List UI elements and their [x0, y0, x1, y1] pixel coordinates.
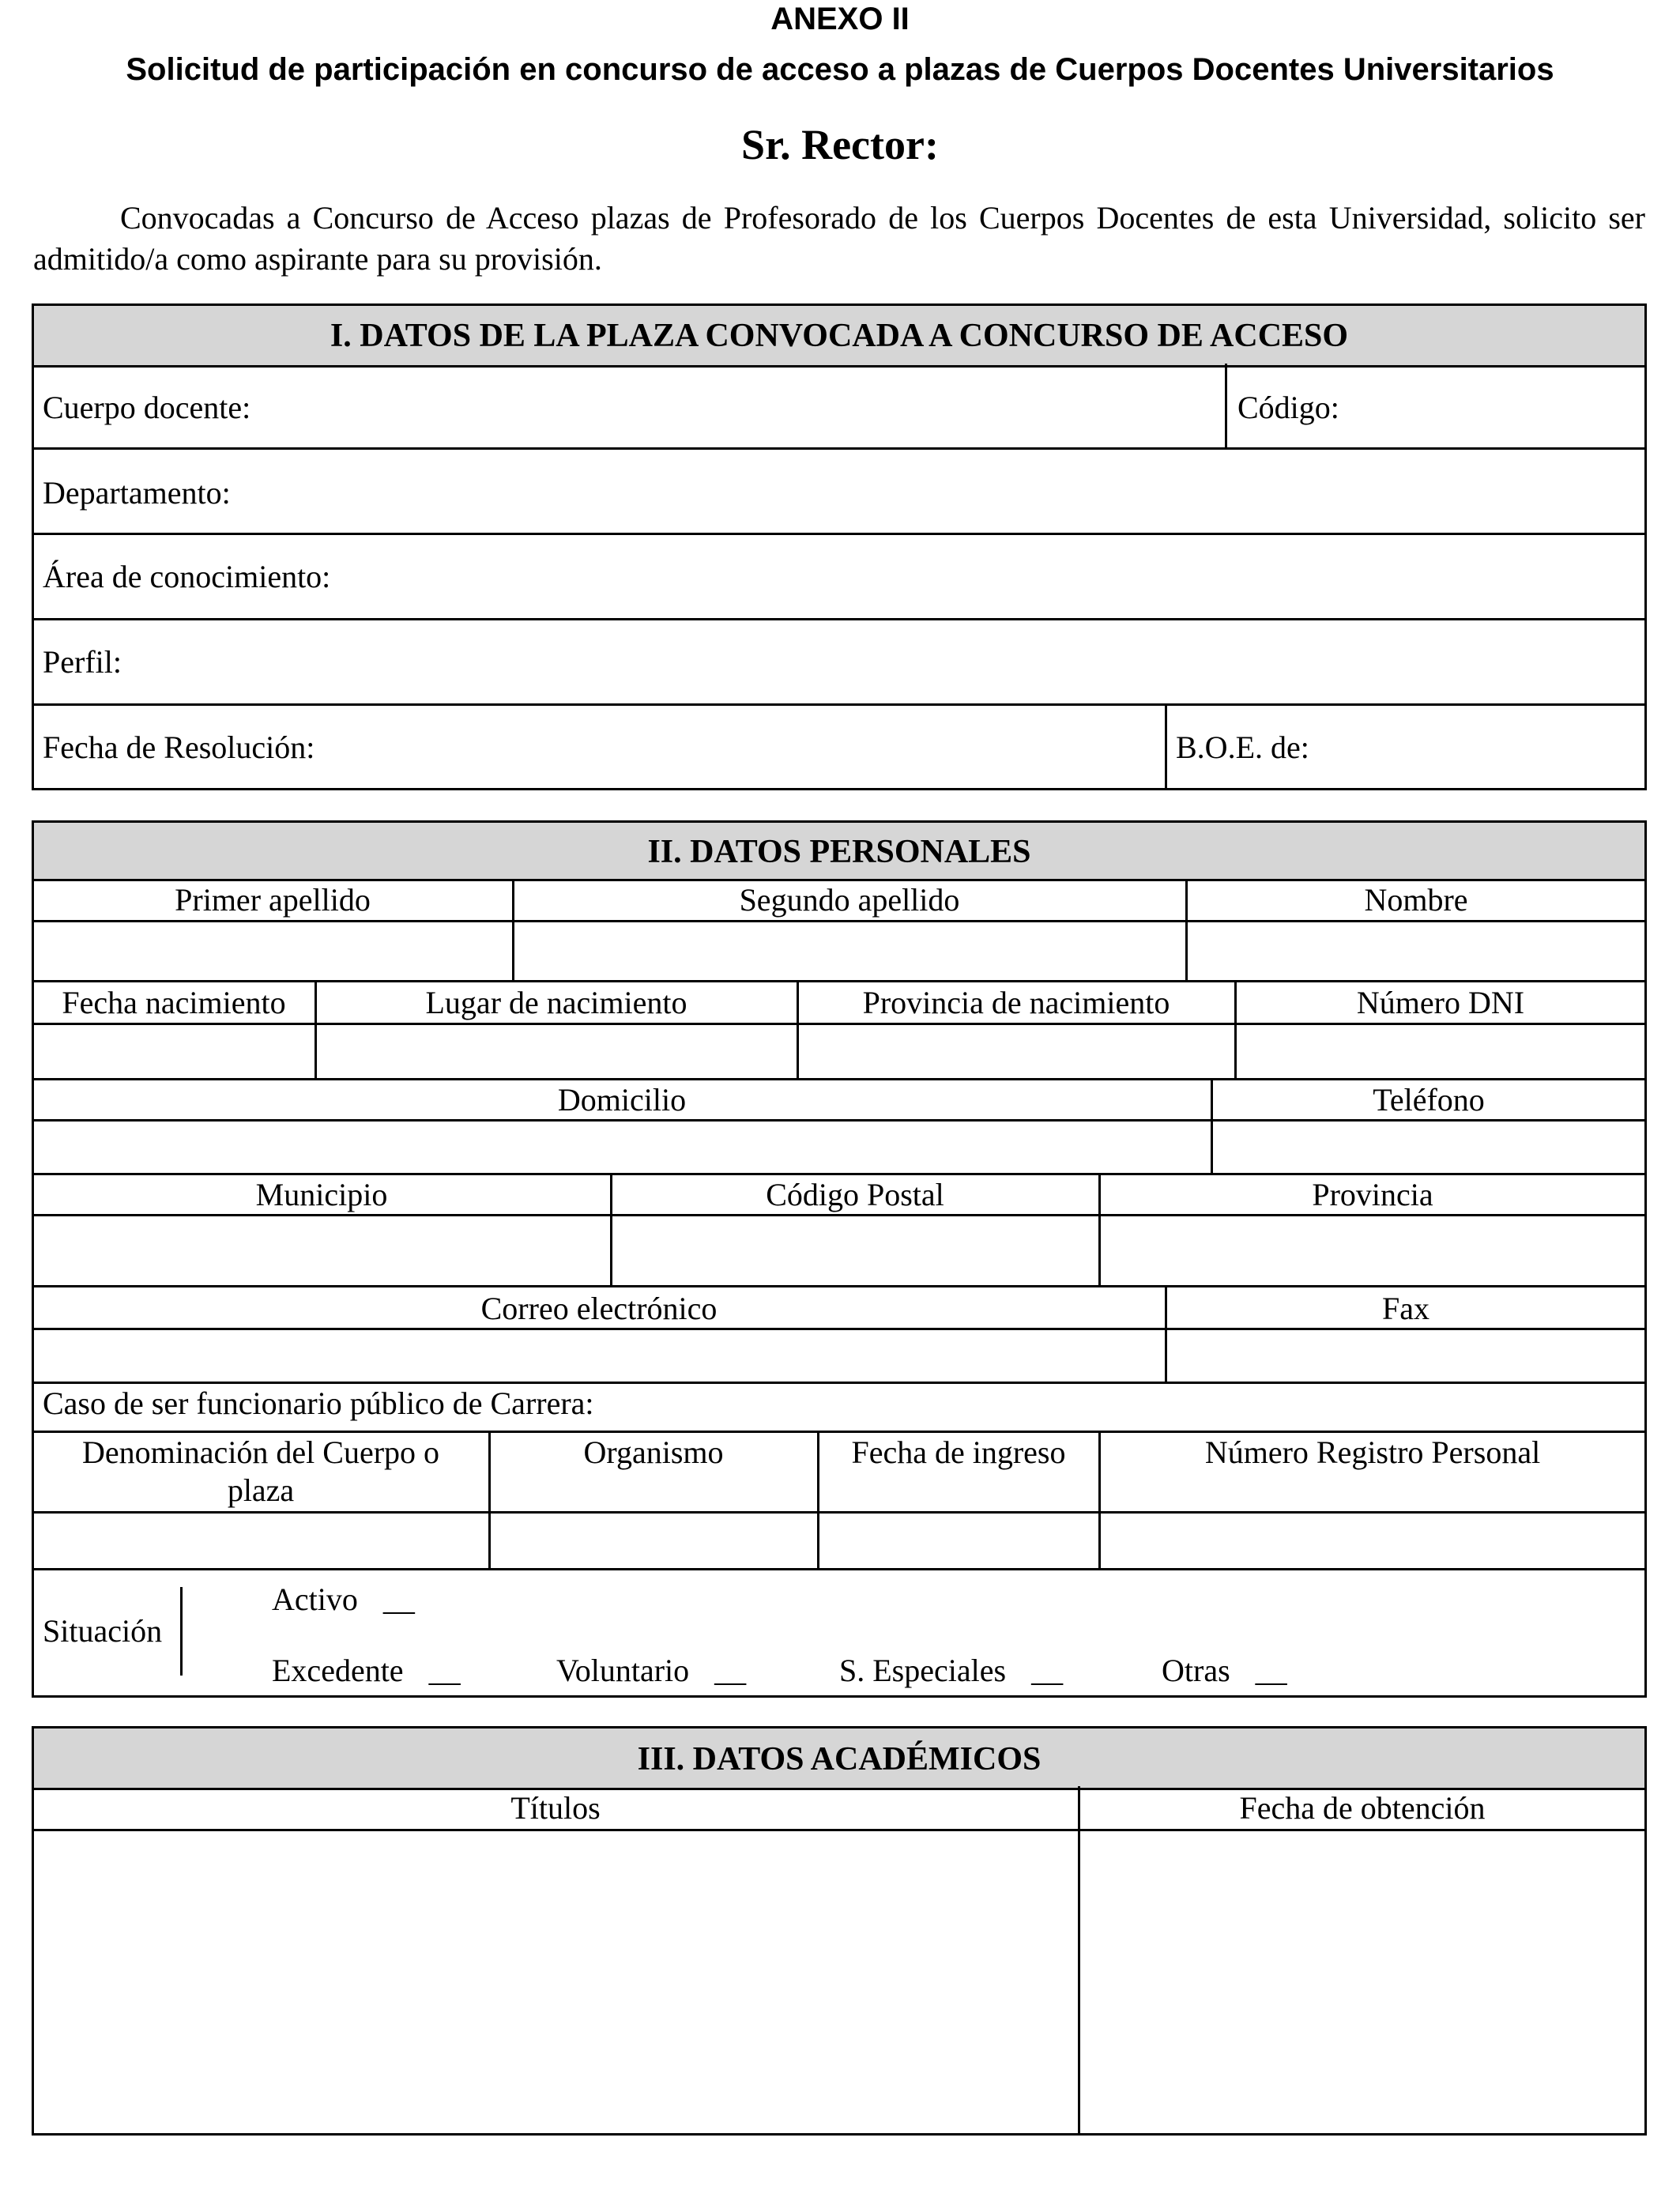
telefono-field[interactable] [1214, 1122, 1644, 1171]
section-plaza-title: I. DATOS DE LA PLAZA CONVOCADA A CONCURSO DE ACCESO [34, 306, 1644, 368]
titulos-field[interactable] [35, 1832, 1076, 2131]
annex-heading: ANEXO II [770, 2, 910, 36]
especiales-option[interactable] [839, 1652, 1063, 1690]
activo-blank[interactable]: __ [382, 1581, 415, 1617]
municipio-label: Municipio [255, 1177, 388, 1212]
codigo-field[interactable] [1228, 366, 1644, 447]
provincia-nacimiento-field[interactable] [800, 1026, 1233, 1076]
activo-option[interactable] [272, 1581, 415, 1619]
salutation: Sr. Rector: [741, 121, 939, 168]
voluntario-blank[interactable]: __ [714, 1653, 747, 1688]
fecha-nacimiento-label: Fecha nacimiento [62, 985, 286, 1020]
form-title: Solicitud de participación en concurso de acceso a plazas de Cuerpos Docentes Universitarios [126, 52, 1554, 87]
fecha-resolucion-field[interactable] [35, 707, 1163, 787]
organismo-field[interactable] [492, 1514, 816, 1566]
departamento-field[interactable] [35, 450, 1644, 531]
correo-field[interactable] [35, 1331, 1163, 1380]
fecha-nacimiento-field[interactable] [35, 1026, 313, 1076]
registro-personal-field[interactable] [1102, 1514, 1644, 1566]
excedente-label: Excedente [272, 1653, 404, 1688]
domicilio-field[interactable] [35, 1122, 1209, 1171]
especiales-blank[interactable]: __ [1031, 1653, 1064, 1688]
primer-apellido-label: Primer apellido [175, 882, 371, 918]
fax-field[interactable] [1168, 1331, 1644, 1380]
perfil-field[interactable] [35, 621, 1644, 702]
section-academic-title: III. DATOS ACADÉMICOS [34, 1728, 1644, 1790]
nombre-field[interactable] [1188, 923, 1644, 978]
excedente-option[interactable] [272, 1652, 461, 1690]
correo-label: Correo electrónico [480, 1291, 718, 1326]
municipio-field[interactable] [35, 1217, 608, 1284]
lugar-nacimiento-label: Lugar de nacimiento [425, 985, 687, 1020]
organismo-label: Organismo [583, 1434, 724, 1470]
otras-option[interactable] [1162, 1652, 1287, 1690]
situacion-bracket [180, 1587, 183, 1676]
fecha-obtencion-label: Fecha de obtención [1239, 1790, 1486, 1826]
provincia-nacimiento-label: Provincia de nacimiento [862, 985, 1170, 1020]
fecha-ingreso-field[interactable] [820, 1514, 1097, 1566]
voluntario-label: Voluntario [556, 1653, 690, 1688]
codigo-postal-field[interactable] [613, 1217, 1097, 1284]
denominacion-field[interactable] [35, 1514, 487, 1566]
funcionario-label: Caso de ser funcionario público de Carrera: [43, 1385, 594, 1421]
situacion-label: Situación [43, 1613, 163, 1649]
numero-dni-label: Número DNI [1356, 985, 1525, 1020]
primer-apellido-field[interactable] [35, 923, 510, 978]
activo-label: Activo [272, 1581, 358, 1617]
section-personal-title: II. DATOS PERSONALES [34, 823, 1644, 881]
area-conocimiento-label: Área de conocimiento: [43, 559, 331, 594]
segundo-apellido-field[interactable] [515, 923, 1184, 978]
excedente-blank[interactable]: __ [428, 1653, 461, 1688]
intro-paragraph: Convocadas a Concurso de Acceso plazas de Profesorado de los Cuerpos Docentes de esta Universidad, solicito ser admitido/a como aspirante para su provisión. [33, 200, 1645, 277]
provincia-field[interactable] [1102, 1217, 1644, 1284]
departamento-label: Departamento: [43, 475, 231, 511]
provincia-label: Provincia [1312, 1177, 1433, 1212]
fecha-obtencion-field[interactable] [1083, 1832, 1644, 2131]
telefono-label: Teléfono [1373, 1082, 1485, 1118]
otras-blank[interactable]: __ [1255, 1653, 1287, 1688]
area-conocimiento-field[interactable] [35, 536, 1644, 616]
fecha-ingreso-label: Fecha de ingreso [851, 1434, 1066, 1470]
cuerpo-docente-field[interactable] [35, 366, 1223, 447]
numero-dni-field[interactable] [1237, 1026, 1644, 1076]
cuerpo-docente-label: Cuerpo docente: [43, 390, 251, 425]
voluntario-option[interactable] [556, 1652, 746, 1690]
otras-label: Otras [1162, 1653, 1230, 1688]
denominacion-label: Denominación del Cuerpo o plaza [81, 1434, 440, 1508]
fecha-resolucion-label: Fecha de Resolución: [43, 729, 315, 765]
titulos-label: Títulos [510, 1790, 601, 1826]
boe-field[interactable] [1168, 707, 1644, 787]
boe-label: B.O.E. de: [1176, 729, 1309, 765]
registro-personal-label: Número Registro Personal [1204, 1434, 1541, 1470]
lugar-nacimiento-field[interactable] [318, 1026, 795, 1076]
perfil-label: Perfil: [43, 644, 122, 680]
domicilio-label: Domicilio [557, 1082, 687, 1118]
nombre-label: Nombre [1364, 882, 1468, 918]
codigo-label: Código: [1237, 390, 1339, 425]
especiales-label: S. Especiales [839, 1653, 1007, 1688]
codigo-postal-label: Código Postal [766, 1177, 944, 1212]
fax-label: Fax [1382, 1291, 1430, 1326]
segundo-apellido-label: Segundo apellido [739, 882, 960, 918]
